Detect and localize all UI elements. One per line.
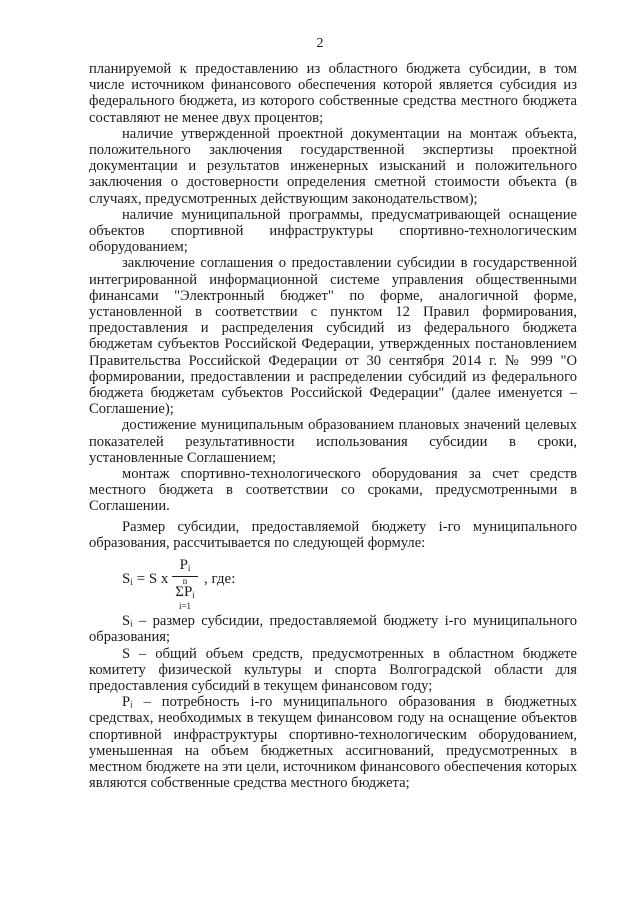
paragraph: Sᵢ – размер субсидии, предоставляемой бюджету i-го муниципального образования; — [89, 613, 577, 646]
paragraph: монтаж спортивно-технологического оборудования за счет средств местного бюджета в соответствии со сроками, предусмотренными в Соглашении. — [89, 466, 577, 515]
paragraph: Размер субсидии, предоставляемой бюджету i-го муниципального образования, рассчитывается по следующей формуле: — [89, 518, 577, 551]
formula-tail: , где: — [204, 571, 236, 588]
paragraph: S – общий объем средств, предусмотренных в областном бюджете комитету физической культуры и спорта Волгоградской области для предоставления субсидий в текущем финансовом году; — [89, 645, 577, 694]
subsidy-formula — [122, 557, 577, 612]
formula-denominator: n $\Sigma P_i$ i=1 — [175, 576, 195, 612]
page-number: 2 — [316, 36, 324, 51]
formula-lhs: $S_i = S$ x — [122, 571, 169, 588]
formula-fraction — [172, 557, 198, 610]
paragraph: наличие утвержденной проектной документации на монтаж объекта, положительного заключения государственной экспертизы проектной документации и результатов инженерных изысканий и положительного заключения о достоверности определения сметной стоимости объекта (в случаях, предусмотренных действующим законодательством); — [89, 125, 577, 207]
paragraph: наличие муниципальной программы, предусматривающей оснащение объектов спортивной инфраструктуры спортивно-технологическим оборудованием; — [89, 206, 577, 256]
paragraph: планируемой к предоставлению из областного бюджета субсидии, в том числе источником финансового обеспечения которой является субсидия из федерального бюджета, из которого собственные средства местного бюджета составляют не менее двух процентов; — [89, 61, 577, 126]
paragraph: достижение муниципальным образованием плановых значений целевых показателей результативности использования субсидии в сроки, установленные Соглашением; — [89, 417, 577, 466]
paragraph: Pᵢ – потребность i-го муниципального образования в бюджетных средствах, необходимых в текущем финансовом году на оснащение объектов спортивной инфраструктуры спортивно-технологическим оборудованием, уменьшенная на объем бюджетных ассигнований, предусмотренных в местном бюджете на эти цели, источником финансового обеспечения которых являются собственные средства местного бюджета; — [89, 694, 577, 792]
document-body — [89, 61, 577, 791]
formula-numerator: $P_i$ — [172, 557, 198, 577]
paragraph: заключение соглашения о предоставлении субсидии в государственной интегрированной информационной системе управления общественными финансами "Электронный бюджет" по форме, аналогичной форме, установленной в соответствии с пунктом 12 Правил формирования, предоставления и распределения субсидий из федерального бюджета бюджетам субъектов Российской Федерации, утвержденных постановлением Правительства Российской Федерации от 30 сентября 2014 г. № 999 "О формировании, предоставлении и распределении субсидий из федерального бюджета бюджетам субъектов Российской Федерации" (далее именуется – Соглашение); — [89, 255, 577, 418]
